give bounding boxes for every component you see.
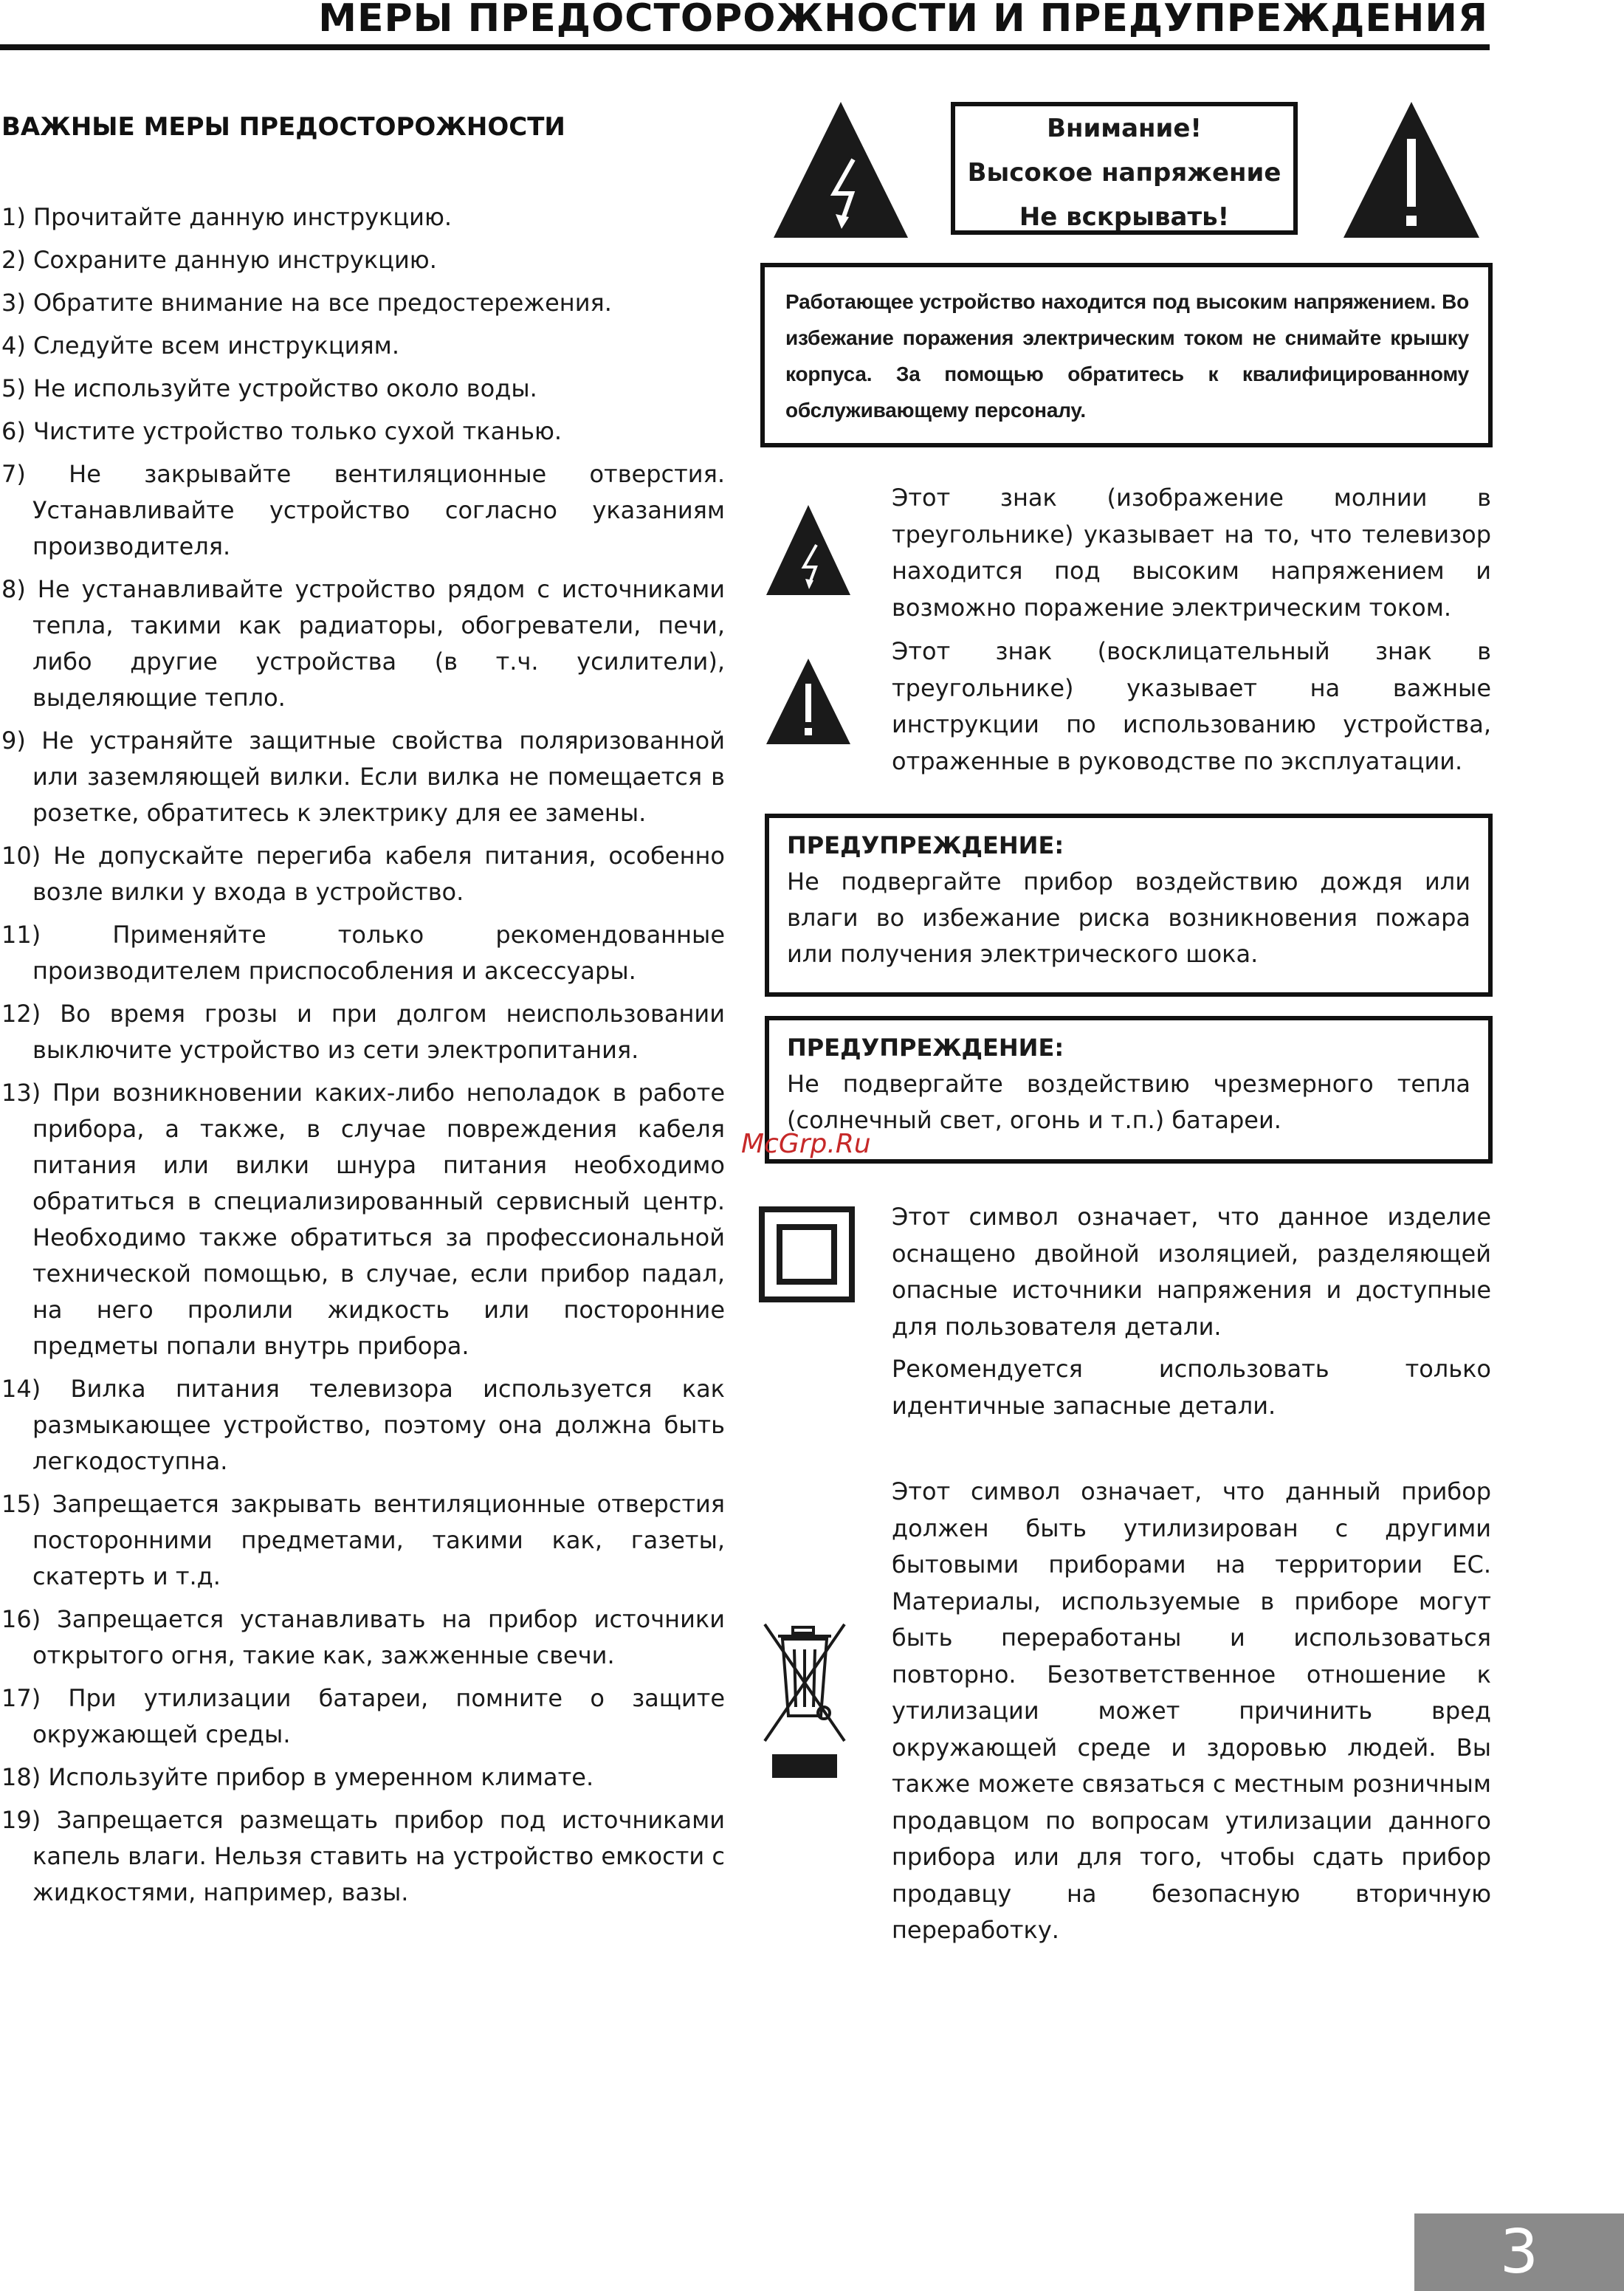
- list-item: 16) Запрещается устанавливать на прибор источники открытого огня, такие как, зажженные свечи.: [1, 1605, 725, 1669]
- exclamation-triangle-icon: [1341, 99, 1482, 241]
- list-item: 17) При утилизации батареи, помните о защите окружающей среды.: [1, 1684, 725, 1748]
- section-heading: ВАЖНЫЕ МЕРЫ ПРЕДОСТОРОЖНОСТИ: [1, 112, 565, 142]
- double-insulation-description: Этот символ означает, что данное изделие оснащено двойной изоляцией, разделяющей опасные источники напряжения и доступные для пользователя детали.: [892, 1203, 1491, 1341]
- exclamation-triangle-icon: [763, 656, 853, 747]
- list-item: 9) Не устраняйте защитные свойства поляризованной или заземляющей вилки. Если вилка не помещается в розетке, обратитесь к электрику для ее замены.: [1, 727, 725, 827]
- spare-parts-note: Рекомендуется использовать только идентичные запасные детали.: [892, 1355, 1491, 1420]
- caution-line: Не вскрывать!: [1019, 202, 1230, 232]
- list-item: 11) Применяйте только рекомендованные производителем приспособления и аксессуары.: [1, 921, 725, 985]
- page-number: 3: [1414, 2213, 1624, 2291]
- warning-box-rain: [765, 814, 1493, 997]
- list-item: 8) Не устанавливайте устройство рядом с источниками тепла, такими как радиаторы, обогреватели, печи, либо другие устройства (в т.ч. усилители), выделяющие тепло.: [1, 575, 725, 712]
- list-item: 1) Прочитайте данную инструкцию.: [1, 203, 453, 231]
- precautions-list: [1, 199, 725, 1917]
- list-item: 13) При возникновении каких-либо неполадок в работе прибора, а также, в случае повреждения кабеля питания или вилки шнура питания необходимо обратиться в специализированный сервисный центр. Необходимо также обратиться за профессиональной технической помощью, в случае, если прибор падал, на него пролили жидкость или посторонние предметы попали внутрь прибора.: [1, 1079, 725, 1360]
- warning-box-heat: [765, 1016, 1493, 1164]
- crossed-out-bin-icon: [760, 1617, 849, 1778]
- header-rule: [0, 44, 1490, 50]
- list-item: 5) Не используйте устройство около воды.: [1, 374, 537, 402]
- list-item: 10) Не допускайте перегиба кабеля питания, особенно возле вилки у входа в устройство.: [1, 842, 725, 906]
- list-item: 18) Используйте прибор в умеренном климате.: [1, 1763, 594, 1791]
- warning-body: Не подвергайте воздействию чрезмерного тепла (солнечный свет, огонь и т.п.) батареи.: [787, 1070, 1470, 1134]
- list-item: 2) Сохраните данную инструкцию.: [1, 246, 437, 274]
- list-item: 12) Во время грозы и при долгом неиспользовании выключите устройство из сети электропитания.: [1, 1000, 725, 1064]
- warning-body: Не подвергайте прибор воздействию дождя или влаги во избежание риска возникновения пожара или получения электрического шока.: [787, 868, 1470, 968]
- list-item: 6) Чистите устройство только сухой тканью.: [1, 417, 562, 445]
- watermark: McGrp.Ru: [741, 1129, 871, 1159]
- warning-title: ПРЕДУПРЕЖДЕНИЕ:: [787, 1034, 1064, 1062]
- list-item: 15) Запрещается закрывать вентиляционные отверстия посторонними предметами, такими как, газеты, скатерть и т.д.: [1, 1490, 725, 1590]
- list-item: 3) Обратите внимание на все предостережения.: [1, 289, 612, 317]
- caution-box: [951, 102, 1298, 235]
- lightning-triangle-icon: [771, 99, 911, 241]
- page-title: МЕРЫ ПРЕДОСТОРОЖНОСТИ И ПРЕДУПРЕЖДЕНИЯ: [318, 0, 1488, 41]
- weee-description: Этот символ означает, что данный прибор должен быть утилизирован с другими бытовыми приборами на территории ЕС. Материалы, используемые в приборе могут быть переработаны и использоваться повторно. Безответственное отношение к утилизации может причинить вред окружающей среде и здоровью людей. Вы также можете связаться с местным розничным продавцом по вопросам утилизации данного прибора или для того, чтобы сдать прибор продавцу на безопасную вторичную переработку.: [892, 1477, 1491, 1944]
- double-insulation-icon: [759, 1206, 855, 1302]
- list-item: 19) Запрещается размещать прибор под источниками капель влаги. Нельзя ставить на устройство емкости с жидкостями, например, вазы.: [1, 1806, 725, 1906]
- high-voltage-notice: Работающее устройство находится под высоким напряжением. Во избежание поражения электрическим током не снимайте крышку корпуса. За помощью обратитесь к квалифицированному обслуживающему персоналу.: [760, 263, 1493, 447]
- lightning-description: Этот знак (изображение молнии в треугольнике) указывает на то, что телевизор находится под высоким напряжением и возможно поражение электрическим током.: [892, 484, 1491, 622]
- caution-line: Внимание!: [1047, 114, 1202, 143]
- list-item: 14) Вилка питания телевизора используется как размыкающее устройство, поэтому она должна быть легкодоступна.: [1, 1375, 725, 1475]
- list-item: 7) Не закрывайте вентиляционные отверстия. Устанавливайте устройство согласно указаниям производителя.: [1, 460, 725, 560]
- warning-title: ПРЕДУПРЕЖДЕНИЕ:: [787, 831, 1064, 859]
- lightning-triangle-icon: [763, 502, 853, 598]
- caution-line: Высокое напряжение: [967, 158, 1281, 188]
- exclamation-description: Этот знак (восклицательный знак в треугольнике) указывает на важные инструкции по использованию устройства, отраженные в руководстве по эксплуатации.: [892, 637, 1491, 775]
- list-item: 4) Следуйте всем инструкциям.: [1, 332, 399, 360]
